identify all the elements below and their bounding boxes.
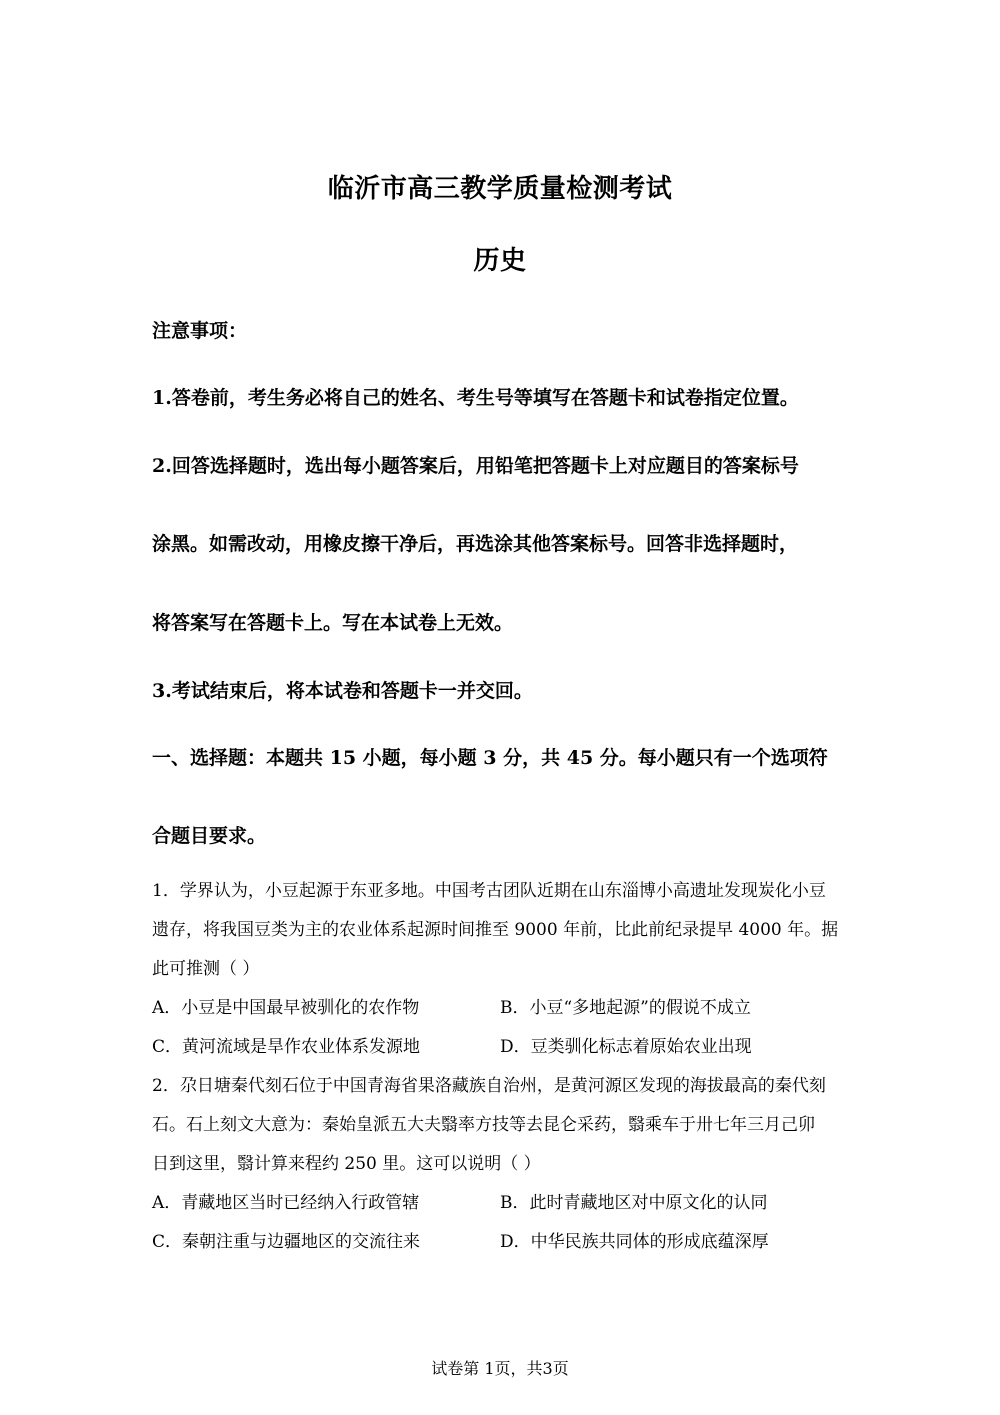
question-1-option-d: D．豆类驯化标志着原始农业出现: [500, 1037, 752, 1057]
question-1-line-3: 此可推测（ ）: [152, 959, 260, 979]
question-2-option-d: D．中华民族共同体的形成底蕴深厚: [500, 1232, 769, 1252]
notice-heading: 注意事项：: [152, 320, 248, 342]
question-2-option-a: A．青藏地区当时已经纳入行政管辖: [152, 1193, 420, 1213]
question-2-line-1: 2．尕日塘秦代刻石位于中国青海省果洛藏族自治州，是黄河源区发现的海拔最高的秦代刻: [152, 1076, 826, 1096]
page-footer: 试卷第 1页，共3页: [431, 1359, 569, 1378]
question-1-option-a: A．小豆是中国最早被驯化的农作物: [152, 998, 420, 1018]
question-1-line-1: 1．学界认为，小豆起源于东亚多地。中国考古团队近期在山东淄博小高遗址发现炭化小豆: [152, 881, 826, 901]
section-heading-line-2: 合题目要求。: [152, 825, 267, 847]
question-1-line-2: 遗存，将我国豆类为主的农业体系起源时间推至 9000 年前，比此前纪录提早 4000 年。据: [152, 920, 839, 940]
subject-title: 历史: [473, 246, 527, 276]
question-1-option-b: B．小豆“多地起源”的假说不成立: [500, 998, 751, 1018]
exam-title: 临沂市高三教学质量检测考试: [327, 174, 673, 204]
question-2-line-2: 石。石上刻文大意为：秦始皇派五大夫翳率方技等去昆仑采药，翳乘车于卅七年三月己卯: [152, 1115, 815, 1135]
notice-item-2-line-2: 涂黑。如需改动，用橡皮擦干净后，再选涂其他答案标号。回答非选择题时，: [152, 533, 799, 555]
section-heading-line-1: 一、选择题：本题共 15 小题，每小题 3 分，共 45 分。每小题只有一个选项符: [152, 747, 828, 769]
question-2-option-b: B．此时青藏地区对中原文化的认同: [500, 1193, 768, 1213]
notice-item-3: 3.考试结束后，将本试卷和答题卡一并交回。: [152, 680, 533, 702]
notice-item-2-line-3: 将答案写在答题卡上。写在本试卷上无效。: [152, 612, 514, 634]
question-2-line-3: 日到这里，翳计算来程约 250 里。这可以说明（ ）: [152, 1154, 541, 1174]
question-1-option-c: C．黄河流域是旱作农业体系发源地: [152, 1037, 421, 1057]
question-2-option-c: C．秦朝注重与边疆地区的交流往来: [152, 1232, 421, 1252]
notice-item-2-line-1: 2.回答选择题时，选出每小题答案后，用铅笔把答题卡上对应题目的答案标号: [152, 455, 799, 477]
notice-item-1: 1.答卷前，考生务必将自己的姓名、考生号等填写在答题卡和试卷指定位置。: [152, 387, 799, 409]
